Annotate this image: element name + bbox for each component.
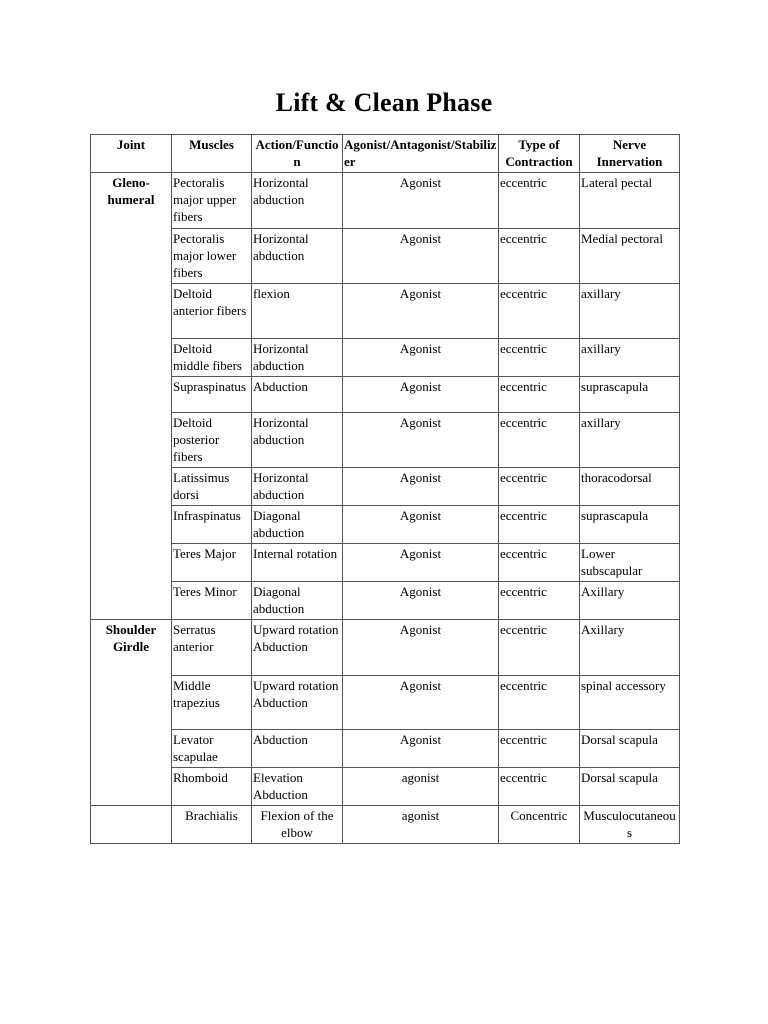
action-cell: Upward rotation Abduction bbox=[252, 676, 343, 730]
action-cell: Internal rotation bbox=[252, 544, 343, 582]
action-cell: Horizontal abduction bbox=[252, 413, 343, 468]
muscle-cell: Brachialis bbox=[172, 806, 252, 844]
table-row bbox=[91, 768, 680, 806]
role-cell: Agonist bbox=[343, 468, 499, 506]
role-cell: Agonist bbox=[343, 413, 499, 468]
table-row bbox=[91, 620, 680, 676]
nerve-cell: Medial pectoral bbox=[580, 229, 680, 284]
contraction-type-cell: Concentric bbox=[499, 806, 580, 844]
contraction-type-cell: eccentric bbox=[499, 173, 580, 229]
muscle-table bbox=[90, 134, 680, 844]
joint-cell: Gleno-humeral bbox=[91, 173, 172, 620]
contraction-type-cell: eccentric bbox=[499, 620, 580, 676]
contraction-type-cell: eccentric bbox=[499, 468, 580, 506]
role-cell: Agonist bbox=[343, 730, 499, 768]
nerve-cell: thoracodorsal bbox=[580, 468, 680, 506]
muscle-cell: Deltoid anterior fibers bbox=[172, 284, 252, 339]
muscle-cell: Supraspinatus bbox=[172, 377, 252, 413]
action-cell: Abduction bbox=[252, 377, 343, 413]
table-row bbox=[91, 730, 680, 768]
role-cell: Agonist bbox=[343, 377, 499, 413]
table-row bbox=[91, 806, 680, 844]
nerve-cell: Lateral pectal bbox=[580, 173, 680, 229]
table-row bbox=[91, 676, 680, 730]
role-cell: Agonist bbox=[343, 676, 499, 730]
table-row bbox=[91, 284, 680, 339]
muscle-cell: Teres Minor bbox=[172, 582, 252, 620]
role-cell: Agonist bbox=[343, 544, 499, 582]
table-row bbox=[91, 413, 680, 468]
muscle-cell: Pectoralis major lower fibers bbox=[172, 229, 252, 284]
nerve-cell: suprascapula bbox=[580, 377, 680, 413]
contraction-type-cell: eccentric bbox=[499, 506, 580, 544]
table-row bbox=[91, 229, 680, 284]
role-cell: Agonist bbox=[343, 339, 499, 377]
page-title: Lift & Clean Phase bbox=[275, 88, 493, 117]
action-cell: Horizontal abduction bbox=[252, 229, 343, 284]
action-cell: Horizontal abduction bbox=[252, 468, 343, 506]
table-row bbox=[91, 468, 680, 506]
action-cell: Flexion of the elbow bbox=[252, 806, 343, 844]
role-cell: Agonist bbox=[343, 284, 499, 339]
table-row bbox=[91, 377, 680, 413]
muscle-cell: Pectoralis major upper fibers bbox=[172, 173, 252, 229]
muscle-cell: Deltoid middle fibers bbox=[172, 339, 252, 377]
joint-cell: Shoulder Girdle bbox=[91, 620, 172, 806]
table-body bbox=[91, 173, 680, 844]
contraction-type-cell: eccentric bbox=[499, 413, 580, 468]
nerve-cell: Dorsal scapula bbox=[580, 768, 680, 806]
nerve-cell: axillary bbox=[580, 284, 680, 339]
muscle-cell: Teres Major bbox=[172, 544, 252, 582]
action-cell: Diagonal abduction bbox=[252, 582, 343, 620]
role-cell: Agonist bbox=[343, 229, 499, 284]
action-cell: Horizontal abduction bbox=[252, 173, 343, 229]
nerve-cell: Lower subscapular bbox=[580, 544, 680, 582]
nerve-cell: Musculocutaneous bbox=[580, 806, 680, 844]
header-muscles: Muscles bbox=[172, 135, 252, 173]
nerve-cell: Axillary bbox=[580, 620, 680, 676]
action-cell: flexion bbox=[252, 284, 343, 339]
muscle-cell: Serratus anterior bbox=[172, 620, 252, 676]
role-cell: agonist bbox=[343, 806, 499, 844]
nerve-cell: axillary bbox=[580, 413, 680, 468]
contraction-type-cell: eccentric bbox=[499, 377, 580, 413]
nerve-cell: Axillary bbox=[580, 582, 680, 620]
table-row bbox=[91, 506, 680, 544]
contraction-type-cell: eccentric bbox=[499, 582, 580, 620]
nerve-cell: spinal accessory bbox=[580, 676, 680, 730]
header-contraction-type: Type of Contraction bbox=[499, 135, 580, 173]
action-cell: Abduction bbox=[252, 730, 343, 768]
muscle-cell: Middle trapezius bbox=[172, 676, 252, 730]
muscle-cell: Latissimus dorsi bbox=[172, 468, 252, 506]
table-header-row bbox=[91, 135, 680, 173]
joint-cell bbox=[91, 806, 172, 844]
nerve-cell: suprascapula bbox=[580, 506, 680, 544]
contraction-type-cell: eccentric bbox=[499, 676, 580, 730]
header-nerve: Nerve Innervation bbox=[580, 135, 680, 173]
table-row bbox=[91, 339, 680, 377]
contraction-type-cell: eccentric bbox=[499, 544, 580, 582]
table-row bbox=[91, 173, 680, 229]
action-cell: Diagonal abduction bbox=[252, 506, 343, 544]
action-cell: Horizontal abduction bbox=[252, 339, 343, 377]
muscle-cell: Rhomboid bbox=[172, 768, 252, 806]
header-action: Action/Function bbox=[252, 135, 343, 173]
contraction-type-cell: eccentric bbox=[499, 730, 580, 768]
contraction-type-cell: eccentric bbox=[499, 229, 580, 284]
action-cell: Elevation Abduction bbox=[252, 768, 343, 806]
role-cell: agonist bbox=[343, 768, 499, 806]
nerve-cell: Dorsal scapula bbox=[580, 730, 680, 768]
muscle-cell: Levator scapulae bbox=[172, 730, 252, 768]
muscle-cell: Infraspinatus bbox=[172, 506, 252, 544]
table-row bbox=[91, 544, 680, 582]
contraction-type-cell: eccentric bbox=[499, 768, 580, 806]
role-cell: Agonist bbox=[343, 582, 499, 620]
muscle-cell: Deltoid posterior fibers bbox=[172, 413, 252, 468]
contraction-type-cell: eccentric bbox=[499, 339, 580, 377]
action-cell: Upward rotation Abduction bbox=[252, 620, 343, 676]
role-cell: Agonist bbox=[343, 173, 499, 229]
role-cell: Agonist bbox=[343, 506, 499, 544]
role-cell: Agonist bbox=[343, 620, 499, 676]
header-role: Agonist/Antagonist/Stabilizer bbox=[343, 135, 499, 173]
contraction-type-cell: eccentric bbox=[499, 284, 580, 339]
nerve-cell: axillary bbox=[580, 339, 680, 377]
table-row bbox=[91, 582, 680, 620]
header-joint: Joint bbox=[91, 135, 172, 173]
